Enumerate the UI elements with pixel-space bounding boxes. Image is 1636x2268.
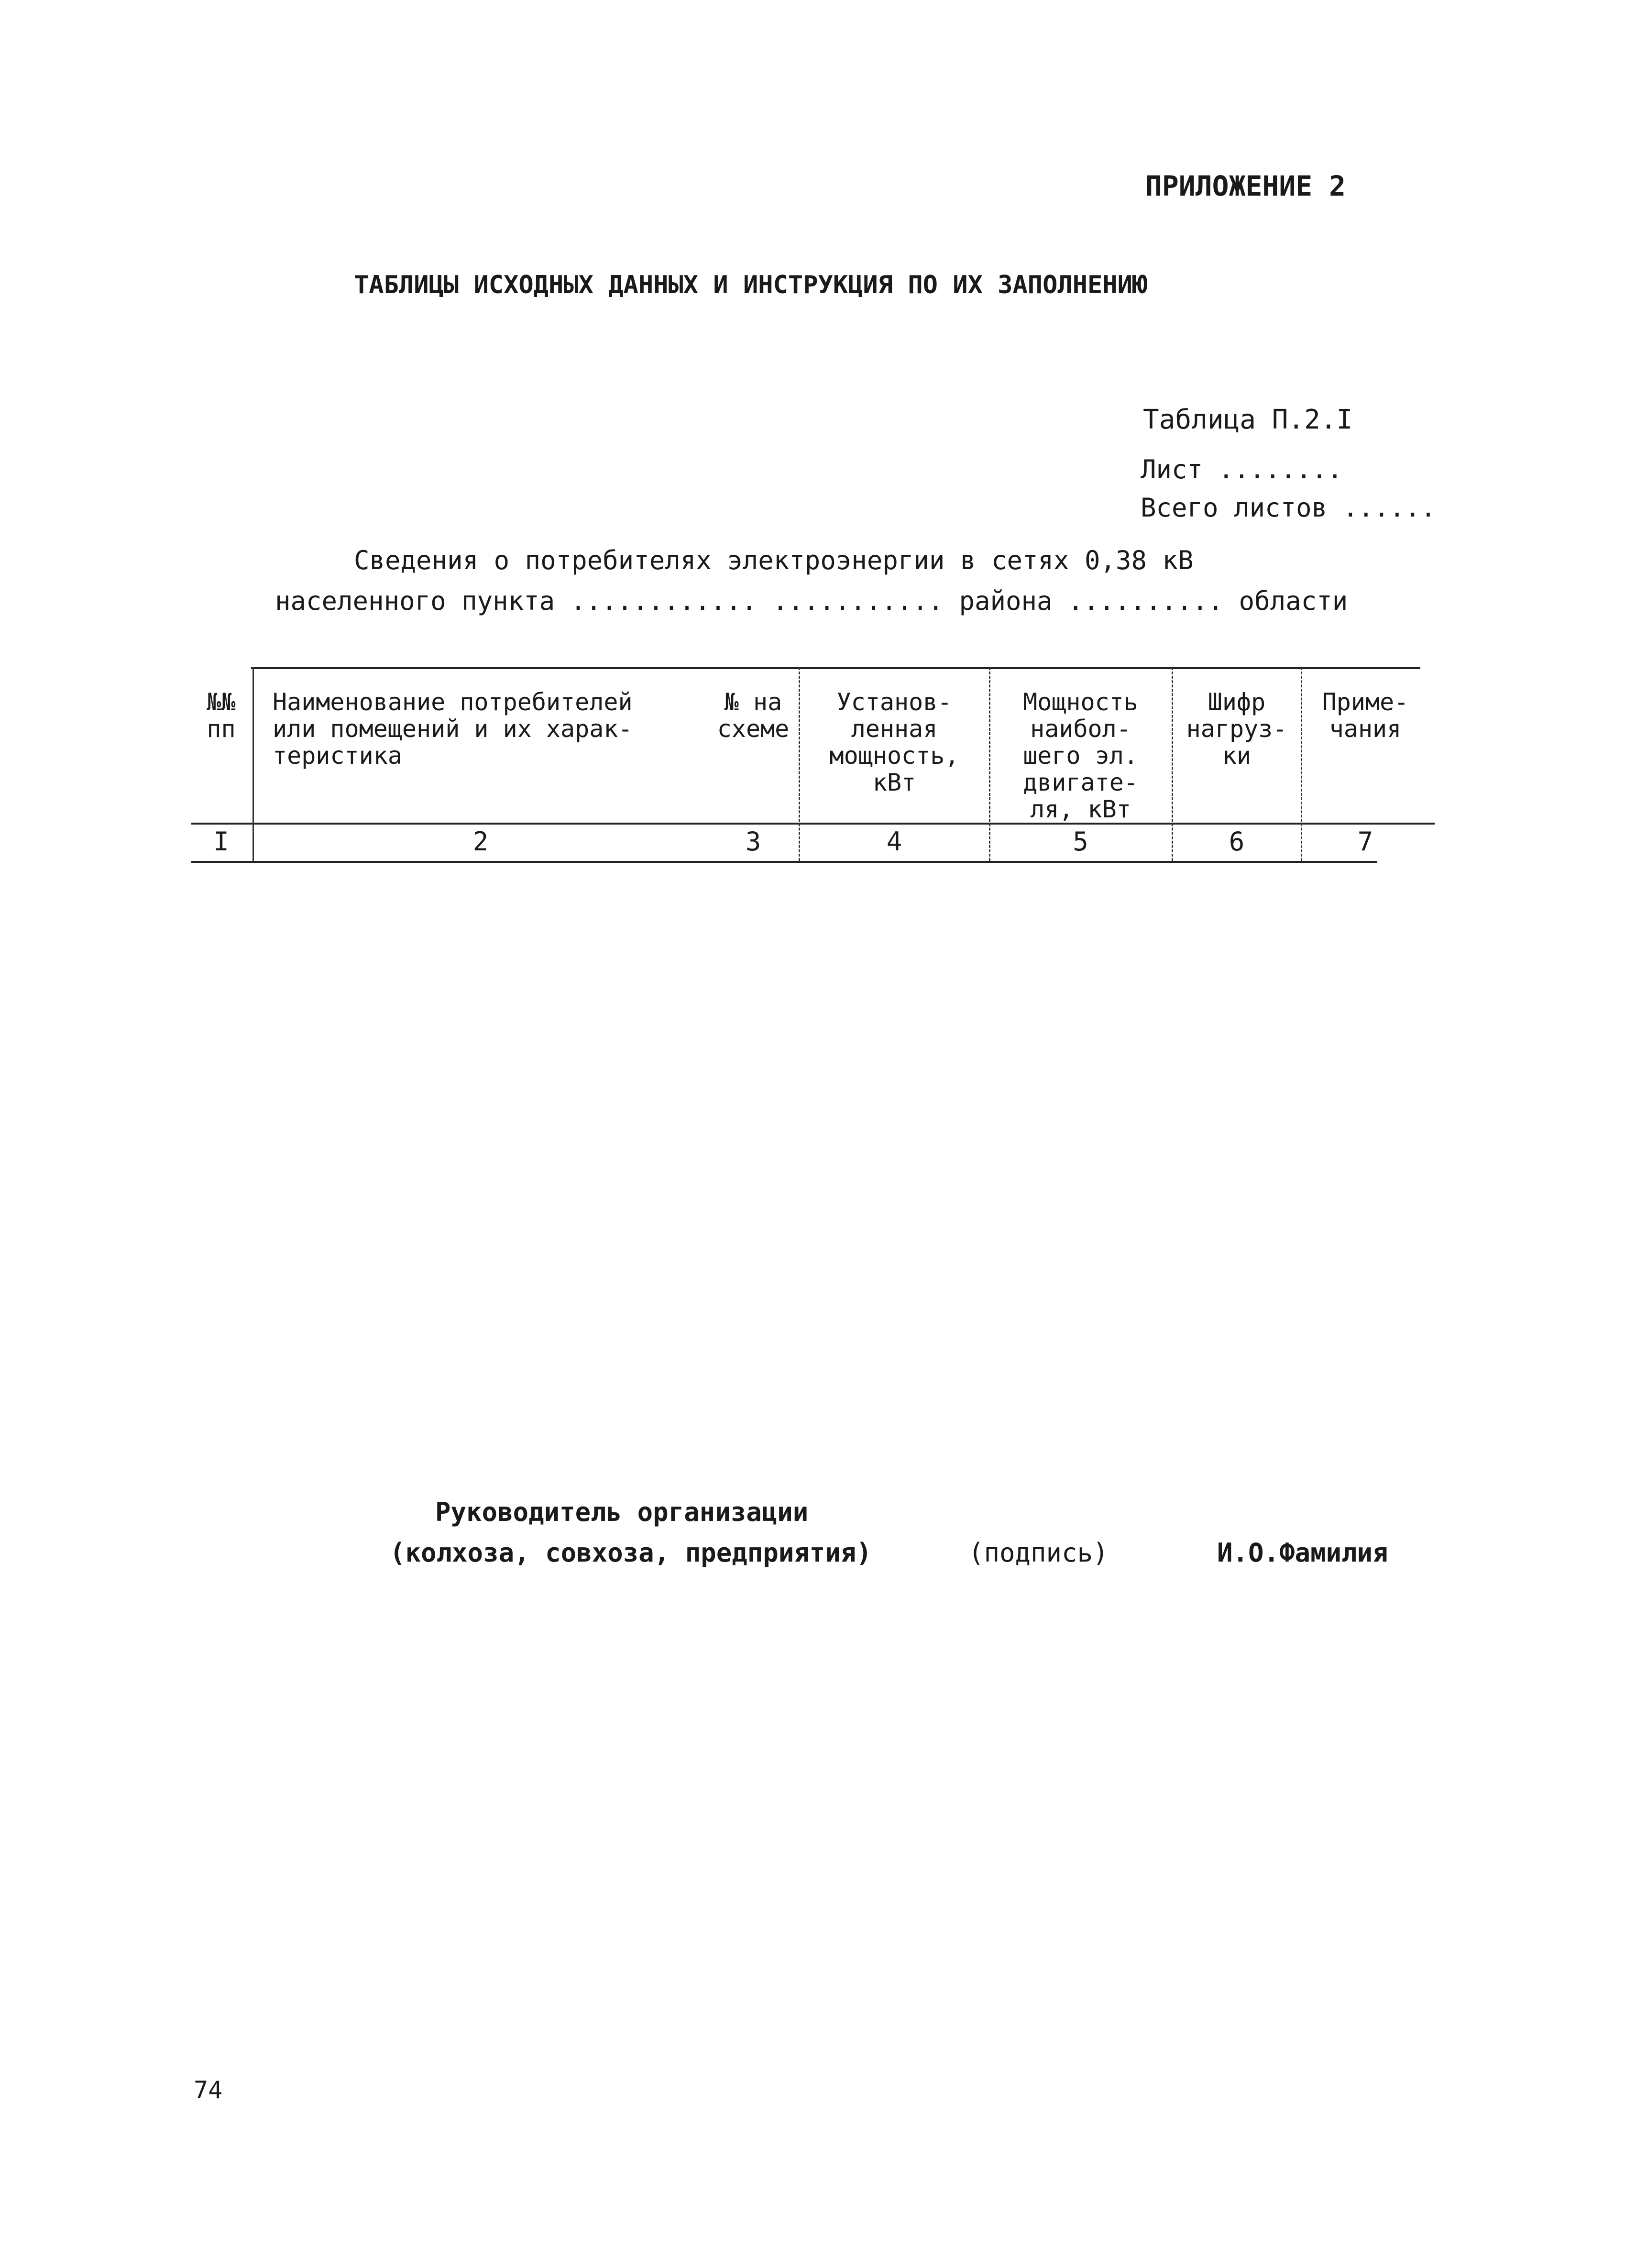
column-number: 6 xyxy=(1229,826,1245,857)
column-number: 5 xyxy=(1073,826,1088,857)
column-divider xyxy=(1172,667,1173,861)
total-sheets-field: Всего листов ...... xyxy=(1141,493,1436,523)
signature-name-field: И.О.Фамилия xyxy=(1217,1538,1388,1568)
sheet-field: Лист ........ xyxy=(1141,454,1343,484)
table-bottom-rule xyxy=(191,861,1377,863)
table-top-rule xyxy=(251,667,1420,669)
header-installed-power: Установ- ленная мощность, кВт xyxy=(829,688,959,796)
table-heading-line2: населенного пункта ............ ........... района .......... области xyxy=(275,586,1348,616)
column-number: 2 xyxy=(472,826,489,857)
column-number: I xyxy=(213,826,229,857)
header-consumer-name: Наименование потребителей или помещений и их харак- теристика xyxy=(273,688,633,770)
header-largest-motor-power: Мощность наибол- шего эл. двигате- ля, кВт xyxy=(1023,688,1138,823)
header-load-code: Шифр нагруз- ки xyxy=(1186,688,1287,770)
signature-title: Руководитель организации xyxy=(435,1497,809,1527)
header-notes: Приме- чания xyxy=(1322,688,1409,743)
column-number: 4 xyxy=(886,826,902,857)
column-number: 3 xyxy=(745,826,761,857)
column-divider xyxy=(1301,667,1302,861)
table-header-rule xyxy=(191,823,1435,825)
signature-organization: (колхоза, совхоза, предприятия) xyxy=(390,1538,872,1568)
column-number: 7 xyxy=(1357,826,1373,857)
appendix-label: ПРИЛОЖЕНИЕ 2 xyxy=(1145,170,1346,202)
table-heading-line1: Сведения о потребителях электроэнергии в сетях 0,38 кВ xyxy=(354,545,1194,575)
column-divider xyxy=(989,667,990,861)
table-reference: Таблица П.2.I xyxy=(1143,404,1353,435)
column-divider xyxy=(799,667,800,861)
header-scheme-number: № на схеме xyxy=(717,688,790,743)
page-number: 74 xyxy=(194,2076,223,2104)
main-title: ТАБЛИЦЫ ИСХОДНЫХ ДАННЫХ И ИНСТРУКЦИЯ ПО ИХ ЗАПОЛНЕНИЮ xyxy=(354,271,1148,299)
signature-sign-field: (подпись) xyxy=(968,1538,1109,1568)
header-row-number: №№ пп xyxy=(207,688,236,743)
